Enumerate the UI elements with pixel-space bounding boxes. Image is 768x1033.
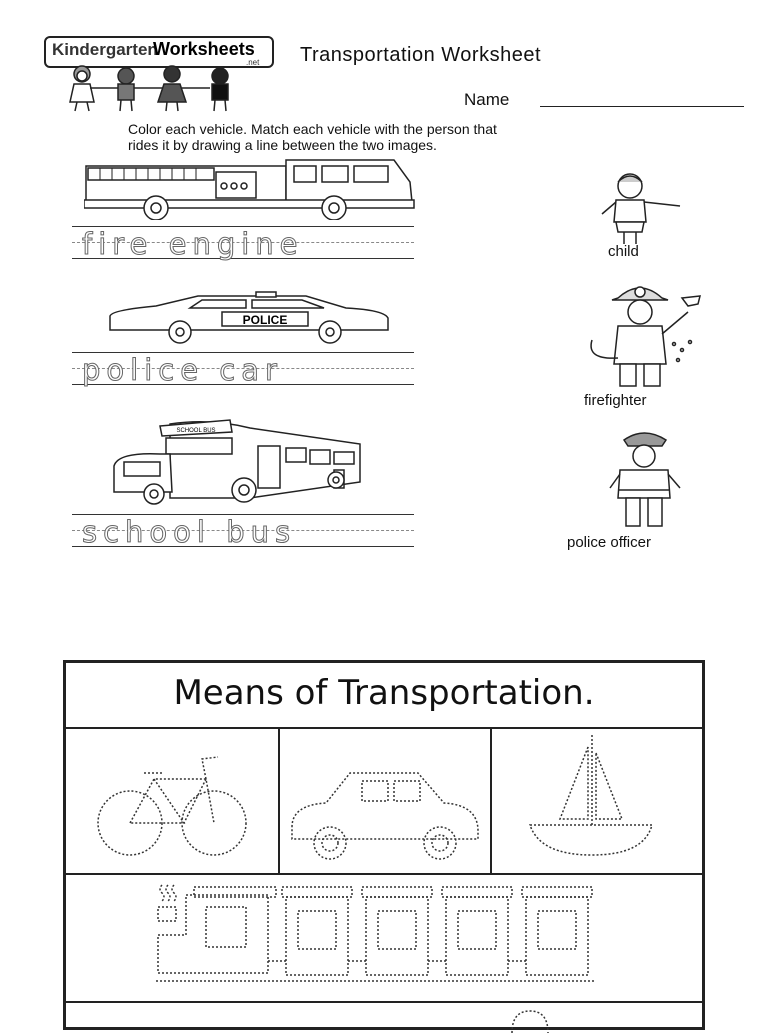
- partial-trace-shape-icon: [506, 1007, 556, 1033]
- trace-row-fire-engine: [72, 226, 414, 260]
- name-label: Name: [464, 90, 510, 109]
- fire-engine-icon: [84, 156, 416, 220]
- trace-word-fire-engine: fire engine: [82, 227, 304, 261]
- person-label-firefighter: firefighter: [584, 392, 647, 409]
- sailboat-trace-icon: [526, 733, 656, 861]
- person-label-child: child: [608, 243, 639, 260]
- kids-holding-hands-icon: [60, 64, 260, 112]
- school-bus-sign: SCHOOL BUS: [176, 428, 216, 434]
- train-trace-icon: [156, 881, 606, 993]
- instructions-line-2: rides it by drawing a line between the two images.: [128, 137, 437, 153]
- trace-row-school-bus: [72, 514, 414, 548]
- child-icon: [596, 170, 686, 246]
- trace-word-police-car: police car: [82, 353, 283, 387]
- means-title: Means of Transportation.: [173, 673, 595, 713]
- police-car-label: POLICE: [242, 313, 288, 327]
- worksheet-title: Transportation Worksheet: [300, 44, 541, 66]
- firefighter-icon: [582, 280, 702, 392]
- school-bus-icon: [110, 416, 366, 508]
- logo-text-kindergarten: Kindergarten: [52, 40, 158, 59]
- logo-text-worksheets: Worksheets: [153, 39, 255, 59]
- trace-row-police-car: [72, 352, 414, 386]
- means-of-transportation-worksheet: [63, 660, 705, 1030]
- police-car-icon: [106, 290, 392, 346]
- trace-word-school-bus: school bus: [82, 515, 297, 549]
- instructions: [128, 121, 728, 153]
- bicycle-trace-icon: [94, 751, 250, 863]
- logo-text-net: .net: [246, 58, 260, 67]
- car-trace-icon: [286, 759, 482, 863]
- person-label-police-officer: police officer: [567, 534, 651, 551]
- site-logo: [44, 36, 272, 112]
- instructions-line-1: Color each vehicle. Match each vehicle with the person that: [128, 121, 497, 137]
- name-input-line[interactable]: [540, 106, 744, 107]
- police-officer-icon: [604, 426, 688, 532]
